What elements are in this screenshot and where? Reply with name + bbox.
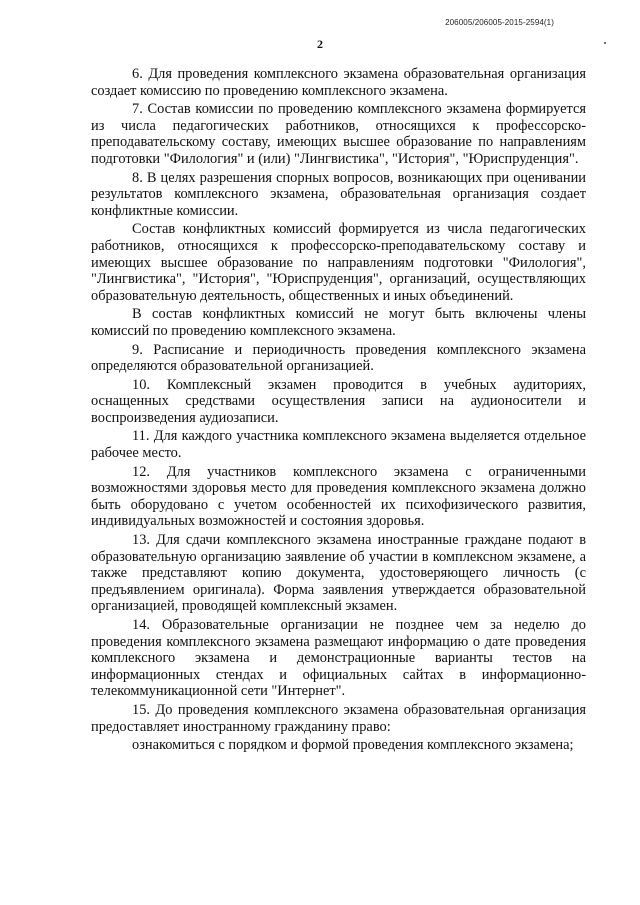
paragraph-8: 8. В целях разрешения спорных вопросов, возникающих при оценивании результатов комплексного экзамена, образовательная организация создает конфликтные комиссии. <box>91 169 586 219</box>
paragraph-15-item-1: ознакомиться с порядком и формой проведения комплексного экзамена; <box>132 737 574 754</box>
paragraph-6: 6. Для проведения комплексного экзамена образовательная организация создает комиссию по проведению комплексного экзамена. <box>91 66 586 99</box>
paragraph-10: 10. Комплексный экзамен проводится в учебных аудиториях, оснащенных средствами осуществления записи на аудионосители и воспроизведения аудиозаписи. <box>91 376 586 426</box>
paragraph-8-composition: Состав конфликтных комиссий формируется из числа педагогических работников, относящихся к профессорско-преподавательскому составу и имеющих высшее образование по направлениям подготовки "Филология", "Лингвистика", "История", "Юриспруденция", организаций, осуществляющих образовательную деятельность, общественных и иных объединений. <box>91 221 586 304</box>
page-number: 2 <box>317 37 323 51</box>
paragraph-15: 15. До проведения комплексного экзамена образовательная организация предоставляет иностранному гражданину право: <box>91 701 586 735</box>
scan-speck <box>604 42 606 44</box>
document-code: 206005/206005-2015-2594(1) <box>445 18 554 27</box>
paragraph-7: 7. Состав комиссии по проведению комплексного экзамена формируется из числа педагогических работников, относящихся к профессорско-преподавательскому составу, имеющих высшее образование по направлениям подготовки "Филология" и (или) "Лингвистика", "История", "Юриспруденция". <box>91 101 586 167</box>
paragraph-9: 9. Расписание и периодичность проведения комплексного экзамена определяются образовательной организацией. <box>91 341 586 375</box>
paragraph-14: 14. Образовательные организации не позднее чем за неделю до проведения комплексного экзамена размещают информацию о дате проведения комплексного экзамена и демонстрационные варианты тестов на информационных стендах и официальных сайтах в информационно-телекоммуникационной сети "Интернет". <box>91 617 586 700</box>
paragraph-13: 13. Для сдачи комплексного экзамена иностранные граждане подают в образовательную организацию заявление об участии в комплексном экзамене, а также представляют копию документа, удостоверяющего личность (с предъявлением оригинала). Форма заявления утверждается образовательной организацией, проводящей комплексный экзамен. <box>91 532 586 615</box>
paragraph-12: 12. Для участников комплексного экзамена с ограниченными возможностями здоровья место для проведения комплексного экзамена должно быть оборудовано с учетом особенностей их психофизического развития, индивидуальных возможностей и состояния здоровья. <box>91 463 586 530</box>
paragraph-11: 11. Для каждого участника комплексного экзамена выделяется отдельное рабочее место. <box>91 428 586 462</box>
document-body <box>91 66 586 756</box>
paragraph-8-exclusion: В состав конфликтных комиссий не могут быть включены члены комиссий по проведению комплексного экзамена. <box>91 306 586 339</box>
